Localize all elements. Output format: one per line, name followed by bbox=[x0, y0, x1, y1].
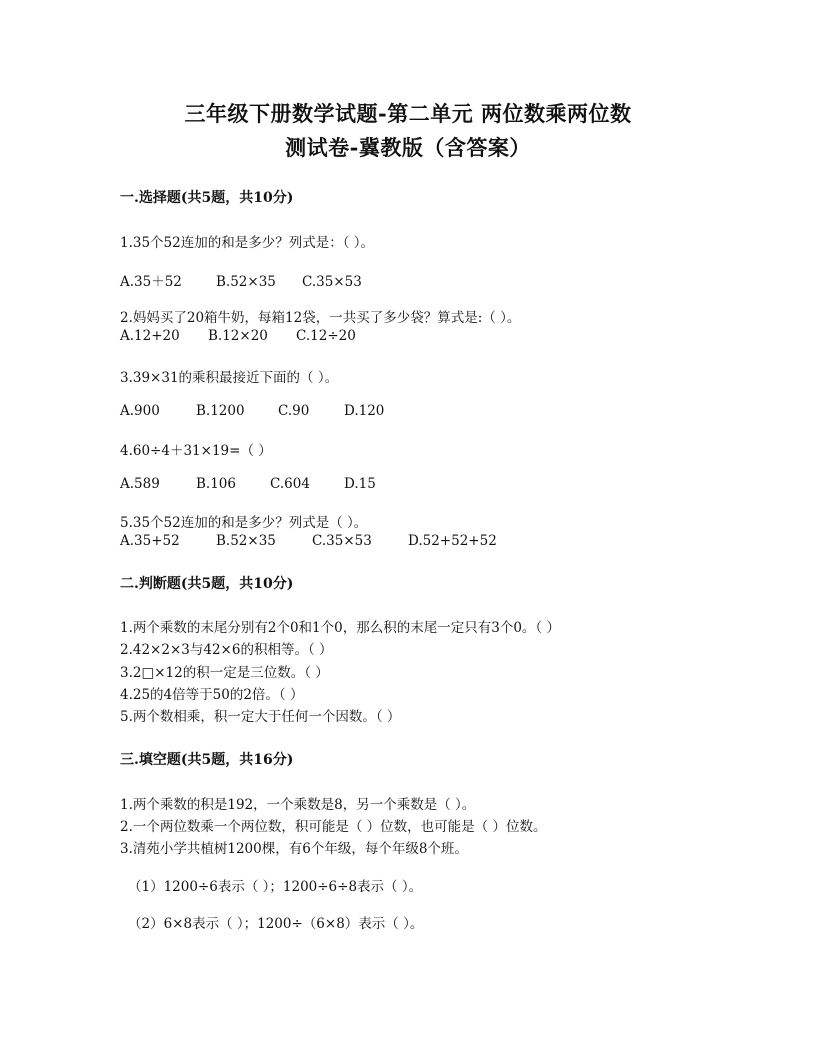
document-title-line2: 测试卷-冀教版（含答案） bbox=[285, 135, 531, 160]
option: A.589 bbox=[120, 476, 160, 492]
question-1-options bbox=[120, 270, 362, 290]
option: B.1200 bbox=[196, 403, 245, 419]
fill-item-3: 3.清苑小学共植树1200棵，有6个年级，每个年级8个班。 bbox=[120, 841, 468, 857]
option: C.35×53 bbox=[312, 533, 372, 549]
fill-item-2: 2.一个两位数乘一个两位数，积可能是（ ）位数，也可能是（ ）位数。 bbox=[120, 819, 547, 835]
question-4: 4.60÷4＋31×19=（ ） bbox=[120, 443, 272, 459]
question-1: 1.35个52连加的和是多少？列式是：（ ）。 bbox=[120, 235, 375, 251]
section-heading-fill: 三.填空题(共5题，共16分) bbox=[120, 752, 294, 768]
judgment-item-5: 5.两个数相乘，积一定大于任何一个因数。（ ） bbox=[120, 709, 401, 725]
section-heading-judgment: 二.判断题(共5题，共10分) bbox=[120, 576, 294, 592]
question-2: 2.妈妈买了20箱牛奶，每箱12袋，一共买了多少袋？算式是:（ ）。 bbox=[120, 310, 521, 326]
option: B.106 bbox=[196, 476, 236, 492]
question-5-options bbox=[120, 533, 497, 549]
question-3-options bbox=[120, 403, 384, 419]
option: B.52×35 bbox=[216, 533, 276, 549]
section-heading-choice: 一.选择题(共5题，共10分) bbox=[120, 190, 294, 206]
question-5: 5.35个52连加的和是多少？列式是（ ）。 bbox=[120, 515, 368, 531]
option: D.15 bbox=[344, 476, 376, 492]
option: A.12+20 bbox=[120, 328, 180, 344]
fill-item-3-sub-2: （2）6×8表示（ ）；1200÷（6×8）表示（ ）。 bbox=[128, 916, 424, 932]
judgment-item-2: 2.42×2×3与42×6的积相等。（ ） bbox=[120, 642, 333, 658]
option: D.52+52+52 bbox=[408, 533, 497, 549]
fill-item-3-sub-1: （1）1200÷6表示（ ）；1200÷6÷8表示（ ）。 bbox=[128, 879, 423, 895]
option: B.12×20 bbox=[208, 328, 268, 344]
option: C.604 bbox=[270, 476, 310, 492]
option: C.90 bbox=[278, 403, 310, 419]
option: A.35+52 bbox=[120, 533, 180, 549]
judgment-item-3: 3.2□×12的积一定是三位数。（ ） bbox=[120, 665, 329, 681]
option: C.12÷20 bbox=[296, 328, 356, 344]
question-2-options bbox=[120, 328, 356, 344]
document-title-line1: 三年级下册数学试题-第二单元 两位数乘两位数 bbox=[184, 101, 632, 126]
option: C.35×53 bbox=[302, 274, 362, 290]
option: D.120 bbox=[344, 403, 385, 419]
question-4-options bbox=[120, 476, 376, 492]
option: A.35＋52 bbox=[120, 274, 182, 290]
judgment-item-4: 4.25的4倍等于50的2倍。（ ） bbox=[120, 687, 304, 703]
judgment-item-1: 1.两个乘数的末尾分别有2个0和1个0，那么积的末尾一定只有3个0。（ ） bbox=[120, 620, 560, 636]
option: A.900 bbox=[120, 403, 160, 419]
fill-item-1: 1.两个乘数的积是192，一个乘数是8，另一个乘数是（ ）。 bbox=[120, 797, 476, 813]
question-3: 3.39×31的乘积最接近下面的（ ）。 bbox=[120, 370, 339, 386]
option: B.52×35 bbox=[216, 274, 276, 290]
